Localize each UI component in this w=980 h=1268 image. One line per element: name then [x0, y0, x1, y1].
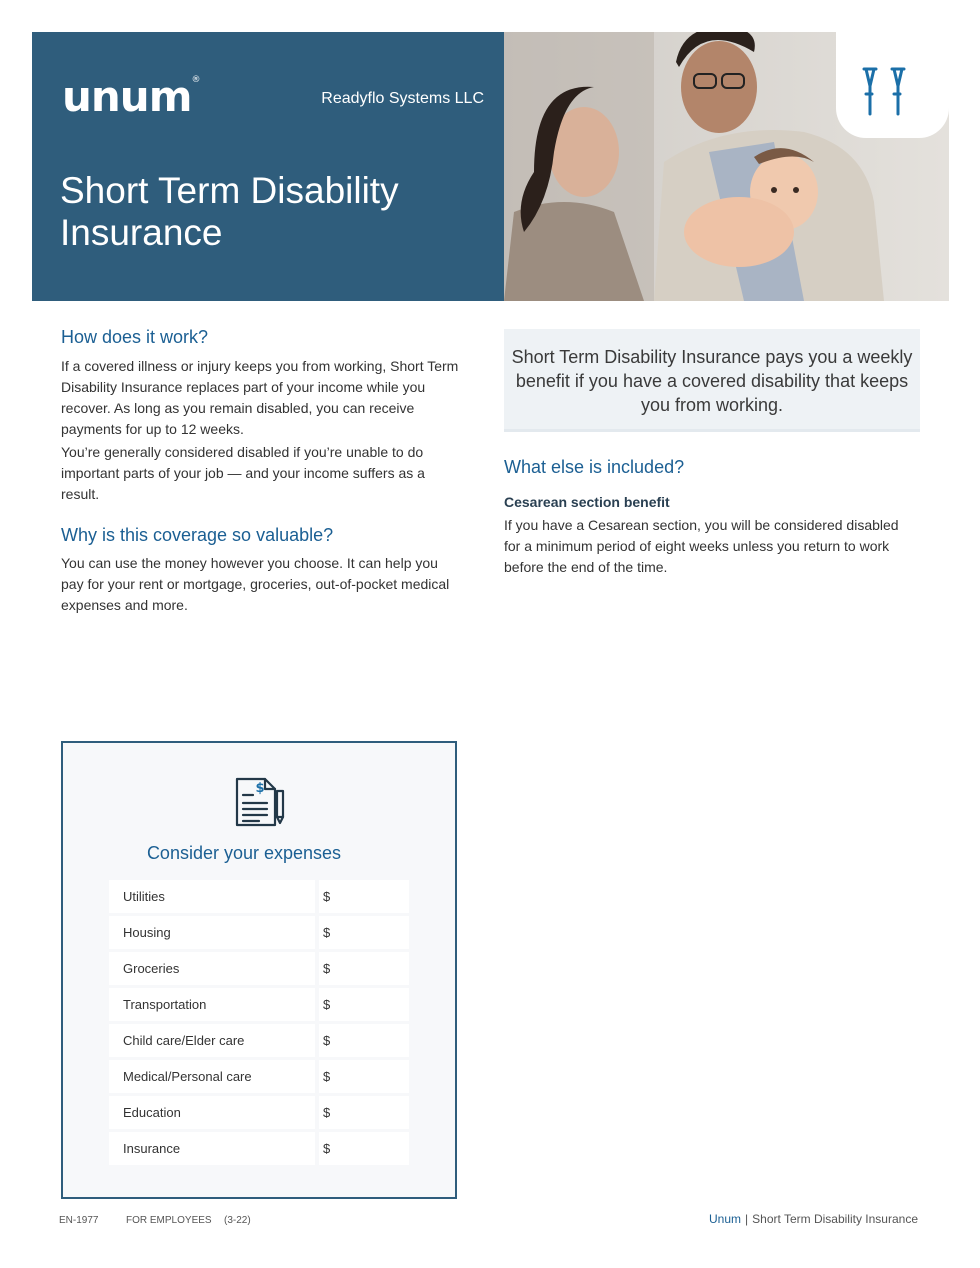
expense-amount-field[interactable]: $ [319, 1060, 409, 1093]
bill-document-icon [233, 773, 287, 829]
how-heading: How does it work? [61, 327, 209, 347]
expense-label-education: Education [109, 1096, 315, 1129]
expense-amount-field[interactable]: $ [319, 916, 409, 949]
footer-brand: Unum [709, 1212, 742, 1226]
expense-amount-field[interactable]: $ [319, 1024, 409, 1057]
expense-amount-field[interactable]: $ [319, 988, 409, 1021]
expenses-worksheet [61, 741, 457, 1199]
audience-label: FOR EMPLOYEES [126, 1215, 212, 1226]
title-line-2: Insurance [60, 212, 223, 253]
included-heading: What else is included? [504, 457, 685, 477]
cesarean-paragraph: If you have a Cesarean section, you will be considered disabled for a minimum period of eight weeks unless you return to work before the end of the time. [504, 517, 899, 575]
logo-text: unum [62, 72, 192, 121]
crutches-icon [860, 66, 924, 118]
why-paragraph: You can use the money however you choose. It can help you pay for your rent or mortgage, groceries, out-of-pocket medical expenses and more. [61, 555, 450, 613]
crutches-tab [836, 32, 949, 138]
expense-amount-field[interactable]: $ [319, 880, 409, 913]
form-code: EN-1977 [59, 1215, 99, 1226]
cesarean-subheading: Cesarean section benefit [504, 494, 670, 510]
expense-amount-field[interactable]: $ [319, 952, 409, 985]
header-band [32, 32, 504, 301]
expense-label-insurance: Insurance [109, 1132, 315, 1165]
expense-label-child-care: Child care/Elder care [109, 1024, 315, 1057]
expense-label-transportation: Transportation [109, 988, 315, 1021]
expense-amount-field[interactable]: $ [319, 1132, 409, 1165]
title-line-1: Short Term Disability [60, 170, 399, 211]
expense-amount-field[interactable]: $ [319, 1096, 409, 1129]
how-paragraph-1: If a covered illness or injury keeps you from working, Short Term Disability Insurance replaces part of your income while you recover. As long as you remain disabled, you can receive payments for up to 12 weeks. [61, 358, 459, 437]
footer-brand-line [709, 1212, 918, 1226]
why-heading: Why is this coverage so valuable? [61, 525, 334, 545]
document-title [60, 170, 399, 254]
expenses-title: Consider your expenses [146, 843, 342, 863]
expense-label-groceries: Groceries [109, 952, 315, 985]
expense-label-housing: Housing [109, 916, 315, 949]
footer-separator: | [745, 1212, 749, 1226]
company-name: Readyflo Systems LLC [321, 90, 484, 107]
callout-text: Short Term Disability Insurance pays you a weekly benefit if you have a covered disability that keeps you from working. [511, 347, 913, 415]
how-paragraph-2: You’re generally considered disabled if you’re unable to do important parts of your job — and your income suffers as a result. [61, 444, 425, 502]
unum-logo [62, 72, 200, 121]
footer-product: Short Term Disability Insurance [752, 1212, 918, 1226]
expense-label-utilities: Utilities [109, 880, 315, 913]
dollar-glyph: $ [255, 781, 265, 796]
registered-mark: ® [191, 75, 200, 85]
revision-date: (3-22) [224, 1215, 251, 1226]
benefit-callout [504, 329, 920, 432]
expense-label-medical: Medical/Personal care [109, 1060, 315, 1093]
